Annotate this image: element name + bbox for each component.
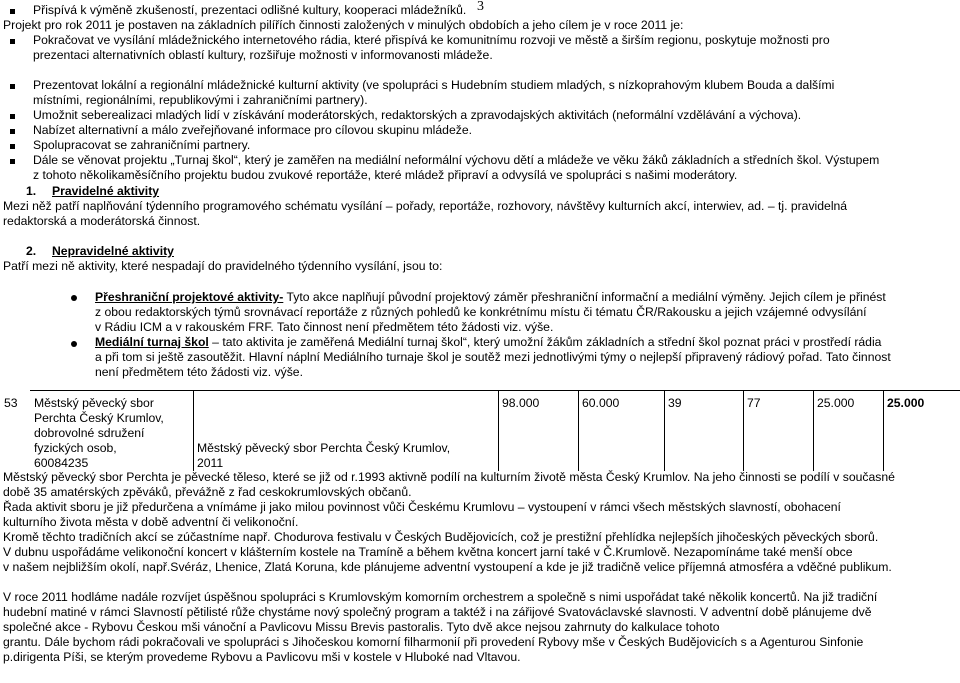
cell-divider	[664, 391, 665, 471]
description-line: p.dirigenta Píši, se kterým provedeme Rybovu a Pavlicovu mši v kostele v Hluboké nad Vltavou.	[3, 650, 521, 664]
activity-first-line	[95, 335, 881, 350]
activity-first-line	[95, 290, 886, 305]
applicant-line: fyzických osob,	[34, 441, 117, 455]
section-2-number: 2.	[26, 244, 37, 258]
row-number: 53	[4, 396, 18, 410]
value-cell: 98.000	[502, 396, 540, 410]
round-bullet-icon	[71, 341, 77, 347]
activity-line: a při tom si ještě zasoutěžit. Hlavní náplní Mediálního turnaje škol je soutěž mezi jednotlivými týmy o nejlepší připravený rádiový pořad. Tato činnost	[95, 350, 891, 364]
cell-divider	[813, 391, 814, 471]
description-line: V roce 2011 hodláme nadále rozvíjet úspěšnou spolupráci s Krumlovským komorním orchestrem a společně s nimi uspořádat také několik koncertů. Na již tradiční	[3, 590, 878, 604]
activity-title: Mediální turnaj škol	[95, 335, 209, 349]
cell-divider	[498, 391, 499, 471]
applicant-line: 60084235	[34, 456, 89, 470]
activity-line: není předmětem této žádosti viz. výše.	[95, 365, 303, 379]
goal-line: Nabízet alternativní a málo zveřejňované informace pro cílovou skupinu mládeže.	[33, 123, 472, 137]
square-bullet-icon	[10, 114, 15, 119]
value-cell: 60.000	[582, 396, 620, 410]
description-line: společné akce - Rybovu Českou mši vánoční a Pavlicovu Missu Brevis pastoralis. Tyto dvě akce nejsou zahrnuty do kalkulace tohoto	[3, 620, 720, 634]
section-1-title: Pravidelné aktivity	[52, 184, 160, 198]
activity-line: v Rádiu ICM a v rakouském FRF. Tato činnost není předmětem této žádosti viz. výše.	[95, 320, 554, 334]
project-name: Městský pěvecký sbor Perchta Český Krumlov,	[197, 441, 451, 455]
goal-line: z tohoto několikaměsíčního projektu budou zvukové reportáže, které mládež připraví a odvysílá ve spolupráci s našimi moderátory.	[33, 168, 738, 182]
goal-line: Pokračovat ve vysílání mládežnického internetového rádia, které přispívá ke komunitnímu rozvoji ve městě a širším regionu, poskytuje možnosti pro	[33, 33, 830, 47]
cell-divider	[883, 391, 884, 471]
description-line: Městský pěvecký sbor Perchta je pěvecké těleso, které se již od r.1993 aktivně podílí na kulturním životě města Český Krumlov. Na jeho činnosti se podílí v současné	[3, 470, 895, 484]
description-line: Kromě těchto tradičních akcí se zúčastníme např. Chodurova festivalu v Českých Budějovicích, což je prestižní přehlídka nejlepších jihočeských pěveckých sborů.	[3, 530, 879, 544]
goal-line: Prezentovat lokální a regionální mládežnické kulturní aktivity (ve spolupráci s Hudebním studiem mladých, s nízkoprahovým klubem Bouda a dalšími	[33, 78, 835, 92]
applicant-line: Městský pěvecký sbor	[34, 396, 154, 410]
description-line: době 35 amatérských zpěváků, převážně z řad ceskokrumlovských občanů.	[3, 485, 412, 499]
square-bullet-icon	[10, 9, 15, 14]
section-1-number: 1.	[26, 184, 37, 198]
square-bullet-icon	[10, 159, 15, 164]
description-line: Řada aktivit sboru je již předurčena a vnímáme ji jako milou povinnost vůči Českému Krumlovu – vystoupení v rámci všech městských slavností, obohacení	[3, 500, 841, 514]
goal-line: prezentaci alternativních oblastí kultury, rozšiřuje možnosti v informovanosti mládeže.	[33, 48, 493, 62]
section-1-text: Mezi něž patří naplňování týdenního programového schématu vysílání – pořady, reportáže, rozhovory, návštěvy kulturních akcí, interwiev, ad. – tj. pravidelná	[3, 199, 848, 213]
project-intro: Projekt pro rok 2011 je postaven na základních pilířích činnosti založených v minulých obdobích a jeho cílem je v roce 2011 je:	[3, 18, 684, 32]
activity-line: z obou redaktorských týmů srovnávací reportáže z různých pohledů ke konkrétnímu místu či tématu ČR/Rakousku a jejich vzájemné odvysílání	[95, 305, 867, 319]
bullet-text: Přispívá k výměně zkušeností, prezentaci odlišné kultury, kooperaci mládežníků.	[33, 3, 467, 17]
project-year: 2011	[197, 456, 224, 470]
section-2-title: Nepravidelné aktivity	[52, 244, 174, 258]
cell-divider	[193, 391, 194, 471]
value-cell: 25.000	[817, 396, 855, 410]
description-line: V dubnu uspořádáme velikonoční koncert v klášterním kostele na Tramíně a během května koncert jarní také v Č.Krumlově. Nezapomínáme také menší obce	[3, 545, 853, 559]
cell-divider	[578, 391, 579, 471]
description-line: grantu. Dále bychom rádi pokračovali ve spolupráci s Jihočeskou komorní filharmonií při provedení Rybovy mše v Českých Budějovicích s a Agenturou Sinfonie	[3, 635, 864, 649]
square-bullet-icon	[10, 84, 15, 89]
activity-text: – tato aktivita je zaměřená Mediální turnaj škol“, který umožní žákům základních a střední škol poznat práci v prostředí rádia	[208, 335, 882, 349]
value-cell: 39	[668, 396, 682, 410]
cell-divider	[743, 391, 744, 471]
goal-line: Dále se věnovat projektu „Turnaj škol“, který je zaměřen na mediální neformální výchovu dětí a mládeže ve věku žáků základních a středních škol. Výstupem	[33, 153, 880, 167]
value-cell-total: 25.000	[887, 396, 925, 410]
description-line: hudební matiné v rámci Slavností pětilisté růže chystáme nový společný program a taktéž i na zářijové Svatováclavské slavnosti. V adventní době plánujeme dvě	[3, 605, 872, 619]
description-line: kulturního života města v době adventní či velikonoční.	[3, 515, 299, 529]
page-number: 3	[477, 0, 484, 14]
activity-title: Přeshraniční projektové aktivity-	[95, 290, 284, 304]
activity-text: Tyto akce naplňují původní projektový záměr přeshraniční informační a mediální výměny. Jejich cílem je přinést	[283, 290, 886, 304]
square-bullet-icon	[10, 39, 15, 44]
value-cell: 77	[747, 396, 761, 410]
description-line: v našem nejbližším okolí, např.Svéráz, Lhenice, Zlatá Koruna, kde plánujeme adventní vystoupení a kde je již tradičně velice příjemná atmosféra a vděčné publikum.	[3, 560, 892, 574]
goal-line: Spolupracovat se zahraničními partnery.	[33, 138, 251, 152]
section-1-text: redaktorská a moderátorská činnost.	[3, 214, 201, 228]
section-2-intro: Patří mezi ně aktivity, které nespadají do pravidelného týdenního vysílání, jsou to:	[3, 259, 443, 273]
square-bullet-icon	[10, 129, 15, 134]
goal-line: Umožnit seberealizaci mladých lidí v získávání moderátorských, redaktorských a zpravodajských aktivitách (neformální vzdělávání a výchova).	[33, 108, 802, 122]
square-bullet-icon	[10, 144, 15, 149]
applicant-line: dobrovolné sdružení	[34, 426, 145, 440]
goal-line: místními, regionálními, republikovými i zahraničními partnery).	[33, 93, 368, 107]
applicant-line: Perchta Český Krumlov,	[34, 411, 164, 425]
round-bullet-icon	[71, 295, 77, 301]
